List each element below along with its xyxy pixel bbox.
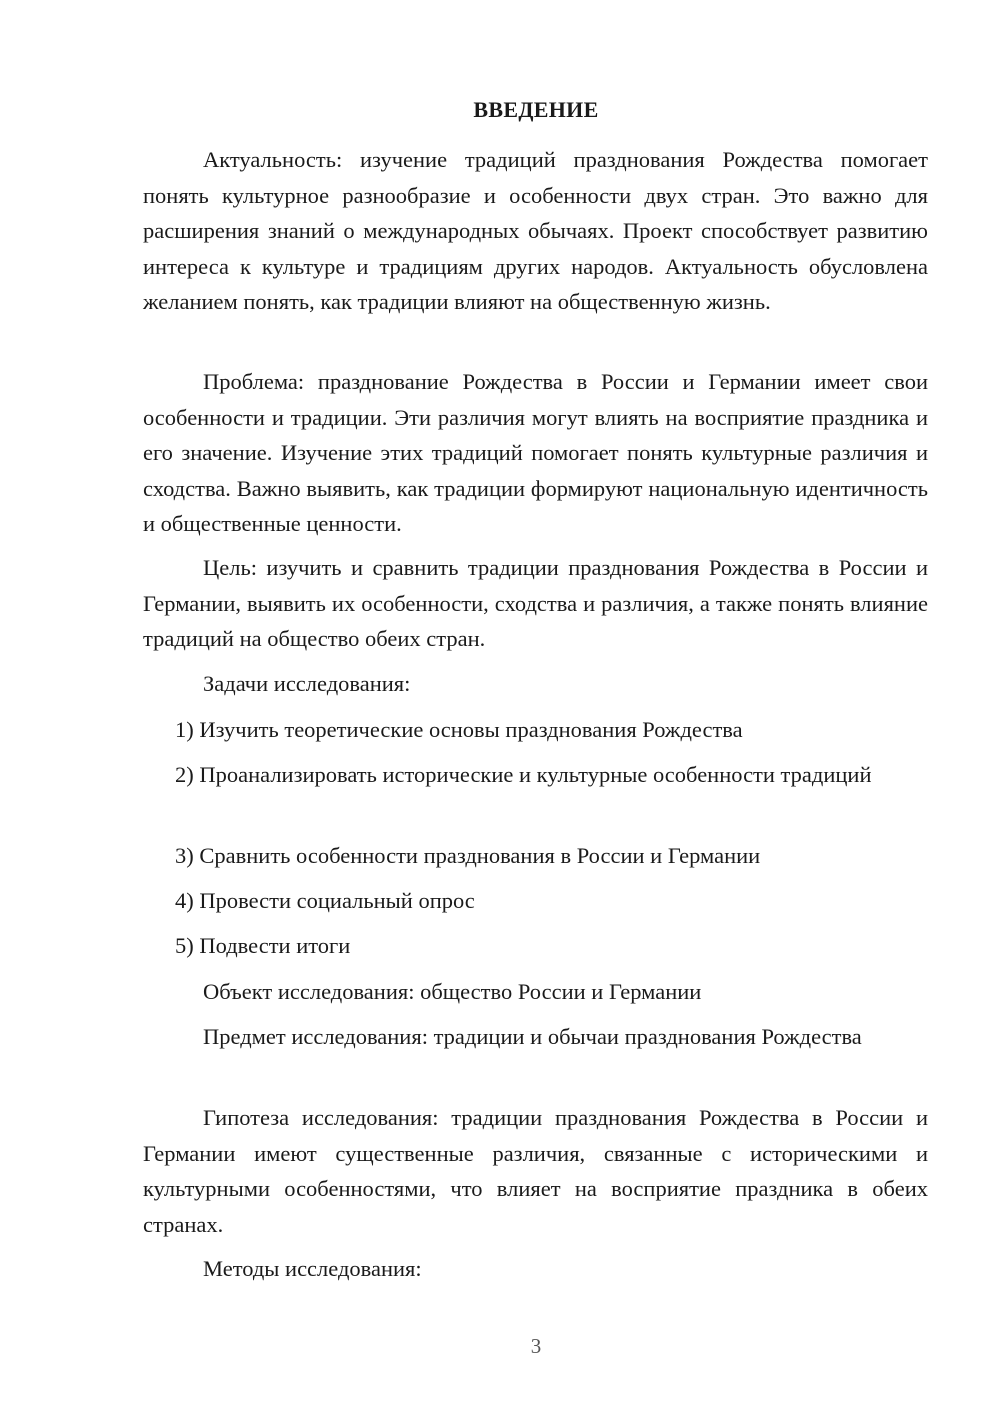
hypothesis-paragraph: Гипотеза исследования: традиции празднования Рождества в России и Германии имеют существенные различия, связанные с историческими и культурными особенностями, что влияет на восприятие праздника в обеих странах. [143,1105,928,1237]
tasks-heading: Задачи исследования: [203,671,411,696]
page-number: 3 [530,1334,542,1358]
task-item-5: 5) Подвести итоги [175,933,351,958]
problem-paragraph: Проблема: празднование Рождества в России и Германии имеет свои особенности и традиции. Эти различия могут влиять на восприятие праздника и его значение. Изучение этих традиций помогает понять культурные различия и сходства. Важно выявить, как традиции формируют национальную идентичность и общественные ценности. [143,369,928,536]
goal-paragraph: Цель: изучить и сравнить традиции празднования Рождества в России и Германии, выявить их особенности, сходства и различия, а также понять влияние традиций на общество обеих стран. [143,555,928,651]
methods-heading: Методы исследования: [203,1256,422,1281]
document-title: ВВЕДЕНИЕ [473,97,599,122]
object-paragraph: Объект исследования: общество России и Германии [203,979,702,1004]
task-item-2: 2) Проанализировать исторические и культурные особенности традиций [175,762,872,787]
task-item-3: 3) Сравнить особенности празднования в России и Германии [175,843,761,868]
relevance-paragraph: Актуальность: изучение традиций празднования Рождества помогает понять культурное разнообразие и особенности двух стран. Это важно для расширения знаний о международных обычаях. Проект способствует развитию интереса к культуре и традициям других народов. Актуальность обусловлена желанием понять, как традиции влияют на общественную жизнь. [143,147,928,314]
task-item-4: 4) Провести социальный опрос [175,888,475,913]
subject-paragraph: Предмет исследования: традиции и обычаи празднования Рождества [203,1024,862,1049]
task-item-1: 1) Изучить теоретические основы празднования Рождества [175,717,743,742]
